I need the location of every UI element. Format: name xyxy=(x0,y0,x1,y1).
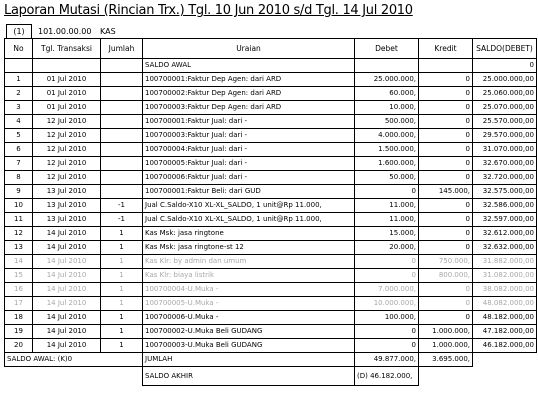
row-description: 100700001:Faktur Dep Agen: dari ARD xyxy=(143,73,355,87)
row-qty xyxy=(101,185,143,199)
row-date: 14 Jul 2010 xyxy=(33,255,101,269)
header-date: Tgl. Transaksi xyxy=(33,39,101,59)
row-date: 12 Jul 2010 xyxy=(33,157,101,171)
total-kredit: 3.695.000, xyxy=(419,353,473,367)
opening-saldo: 0 xyxy=(473,59,537,73)
account-info xyxy=(4,24,174,39)
header-saldo: SALDO(DEBET) xyxy=(473,39,537,59)
row-qty: -1 xyxy=(101,199,143,213)
row-qty xyxy=(101,87,143,101)
row-debet: 4.000.000, xyxy=(355,129,419,143)
row-debet: 500.000, xyxy=(355,115,419,129)
row-no: 3 xyxy=(5,101,33,115)
row-description: 100700002:Faktur Dep Agen: dari ARD xyxy=(143,87,355,101)
row-kredit: 0 xyxy=(419,143,473,157)
row-saldo: 25.570.000,00 xyxy=(473,115,537,129)
table-row xyxy=(5,241,537,255)
row-date: 14 Jul 2010 xyxy=(33,241,101,255)
row-qty xyxy=(101,101,143,115)
row-description: Jual C.Saldo-X10 XL-XL_SALDO, 1 unit@Rp 11.000, xyxy=(143,213,355,227)
total-row xyxy=(5,353,537,367)
row-qty xyxy=(101,171,143,185)
table-row xyxy=(5,101,537,115)
row-description: Kas Klr: by admin dan umum xyxy=(143,255,355,269)
row-qty xyxy=(101,143,143,157)
table-row xyxy=(5,143,537,157)
row-no: 7 xyxy=(5,157,33,171)
row-saldo: 31.070.000,00 xyxy=(473,143,537,157)
row-description: 100700006-U.Muka - xyxy=(143,311,355,325)
row-debet: 0 xyxy=(355,339,419,353)
table-row xyxy=(5,171,537,185)
row-date: 12 Jul 2010 xyxy=(33,115,101,129)
row-saldo: 25.060.000,00 xyxy=(473,87,537,101)
row-kredit: 0 xyxy=(419,157,473,171)
row-kredit: 0 xyxy=(419,73,473,87)
account-number: 101.00.00.00 xyxy=(38,27,92,36)
row-kredit: 0 xyxy=(419,213,473,227)
row-saldo: 32.670.000,00 xyxy=(473,157,537,171)
closing-row xyxy=(5,367,537,386)
row-no: 12 xyxy=(5,227,33,241)
row-date: 14 Jul 2010 xyxy=(33,311,101,325)
row-date: 14 Jul 2010 xyxy=(33,269,101,283)
row-kredit: 0 xyxy=(419,115,473,129)
row-debet: 10.000.000, xyxy=(355,297,419,311)
row-kredit: 0 xyxy=(419,171,473,185)
row-saldo: 47.182.000,00 xyxy=(473,325,537,339)
row-no: 18 xyxy=(5,311,33,325)
row-no: 14 xyxy=(5,255,33,269)
closing-label: SALDO AKHIR xyxy=(143,367,355,386)
row-date: 14 Jul 2010 xyxy=(33,339,101,353)
row-date: 01 Jul 2010 xyxy=(33,73,101,87)
row-description: 100700005:Faktur Jual: dari - xyxy=(143,157,355,171)
row-saldo: 32.632.000,00 xyxy=(473,241,537,255)
row-no: 5 xyxy=(5,129,33,143)
row-kredit: 0 xyxy=(419,87,473,101)
row-saldo: 29.570.000,00 xyxy=(473,129,537,143)
row-debet: 10.000, xyxy=(355,101,419,115)
table-row xyxy=(5,185,537,199)
row-qty: 1 xyxy=(101,339,143,353)
row-no: 19 xyxy=(5,325,33,339)
row-debet: 0 xyxy=(355,325,419,339)
row-debet: 7.000.000, xyxy=(355,283,419,297)
row-description: 100700006:Faktur Jual: dari - xyxy=(143,171,355,185)
row-no: 4 xyxy=(5,115,33,129)
row-no: 15 xyxy=(5,269,33,283)
row-no: 1 xyxy=(5,73,33,87)
table-row xyxy=(5,283,537,297)
row-saldo: 31.082.000,00 xyxy=(473,269,537,283)
header-kredit: Kredit xyxy=(419,39,473,59)
row-saldo: 32.597.000,00 xyxy=(473,213,537,227)
row-saldo: 31.882.000,00 xyxy=(473,255,537,269)
account-name: KAS xyxy=(100,27,116,36)
row-qty xyxy=(101,115,143,129)
row-saldo: 25.000.000,00 xyxy=(473,73,537,87)
row-debet: 0 xyxy=(355,269,419,283)
opening-balance-note: SALDO AWAL: (K)0 xyxy=(5,353,143,367)
row-description: Kas Msk: jasa ringtone xyxy=(143,227,355,241)
row-no: 16 xyxy=(5,283,33,297)
table-row xyxy=(5,213,537,227)
header-qty: Jumlah xyxy=(101,39,143,59)
row-debet: 60.000, xyxy=(355,87,419,101)
row-saldo: 46.182.000,00 xyxy=(473,339,537,353)
row-kredit: 0 xyxy=(419,199,473,213)
row-description: 100700004:Faktur Jual: dari - xyxy=(143,143,355,157)
row-no: 17 xyxy=(5,297,33,311)
table-row xyxy=(5,115,537,129)
row-qty: 1 xyxy=(101,311,143,325)
row-kredit: 800.000, xyxy=(419,269,473,283)
row-saldo: 38.082.000,00 xyxy=(473,283,537,297)
row-debet: 1.500.000, xyxy=(355,143,419,157)
row-qty: 1 xyxy=(101,241,143,255)
row-qty xyxy=(101,129,143,143)
row-debet: 25.000.000, xyxy=(355,73,419,87)
row-kredit: 0 xyxy=(419,129,473,143)
header-debet: Debet xyxy=(355,39,419,59)
mutation-table xyxy=(4,38,537,386)
row-date: 12 Jul 2010 xyxy=(33,143,101,157)
row-debet: 11.000, xyxy=(355,199,419,213)
table-row xyxy=(5,199,537,213)
row-no: 6 xyxy=(5,143,33,157)
row-date: 13 Jul 2010 xyxy=(33,199,101,213)
row-qty: 1 xyxy=(101,227,143,241)
row-saldo: 32.575.000,00 xyxy=(473,185,537,199)
row-kredit: 0 xyxy=(419,101,473,115)
opening-label: SALDO AWAL xyxy=(143,59,355,73)
row-kredit: 750.000, xyxy=(419,255,473,269)
row-debet: 20.000, xyxy=(355,241,419,255)
row-date: 12 Jul 2010 xyxy=(33,171,101,185)
row-description: Kas Klr: biaya listrik xyxy=(143,269,355,283)
row-qty: 1 xyxy=(101,297,143,311)
row-debet: 50.000, xyxy=(355,171,419,185)
row-no: 20 xyxy=(5,339,33,353)
table-row xyxy=(5,87,537,101)
row-qty: 1 xyxy=(101,283,143,297)
row-debet: 0 xyxy=(355,185,419,199)
row-saldo: 48.182.000,00 xyxy=(473,311,537,325)
report-title: Laporan Mutasi (Rincian Trx.) Tgl. 10 Jun 2010 s/d Tgl. 14 Jul 2010 xyxy=(4,3,413,18)
row-description: 100700001:Faktur Beli: dari GUD xyxy=(143,185,355,199)
table-row xyxy=(5,129,537,143)
row-saldo: 32.720.000,00 xyxy=(473,171,537,185)
row-description: 100700003-U.Muka Beli GUDANG xyxy=(143,339,355,353)
row-qty: -1 xyxy=(101,213,143,227)
row-kredit: 1.000.000, xyxy=(419,339,473,353)
closing-value: (D) 46.182.000, xyxy=(355,367,419,386)
row-description: 100700004-U.Muka - xyxy=(143,283,355,297)
row-description: Kas Msk: jasa ringtone-st 12 xyxy=(143,241,355,255)
row-date: 14 Jul 2010 xyxy=(33,227,101,241)
row-date: 13 Jul 2010 xyxy=(33,185,101,199)
row-description: 100700005-U.Muka - xyxy=(143,297,355,311)
row-description: 100700002-U.Muka Beli GUDANG xyxy=(143,325,355,339)
table-row xyxy=(5,269,537,283)
row-debet: 15.000, xyxy=(355,227,419,241)
row-qty xyxy=(101,157,143,171)
header-no: No xyxy=(5,39,33,59)
row-no: 10 xyxy=(5,199,33,213)
row-no: 11 xyxy=(5,213,33,227)
row-no: 13 xyxy=(5,241,33,255)
row-saldo: 48.082.000,00 xyxy=(473,297,537,311)
row-date: 01 Jul 2010 xyxy=(33,87,101,101)
row-date: 14 Jul 2010 xyxy=(33,325,101,339)
row-no: 2 xyxy=(5,87,33,101)
row-no: 8 xyxy=(5,171,33,185)
row-debet: 11.000, xyxy=(355,213,419,227)
row-debet: 0 xyxy=(355,255,419,269)
row-qty: 1 xyxy=(101,255,143,269)
row-description: 100700001:Faktur Jual: dari - xyxy=(143,115,355,129)
row-description: 100700003:Faktur Jual: dari - xyxy=(143,129,355,143)
row-saldo: 32.612.000,00 xyxy=(473,227,537,241)
table-row xyxy=(5,73,537,87)
row-kredit: 0 xyxy=(419,283,473,297)
table-row xyxy=(5,339,537,353)
row-date: 12 Jul 2010 xyxy=(33,129,101,143)
table-row xyxy=(5,311,537,325)
header-description: Uraian xyxy=(143,39,355,59)
row-debet: 1.600.000, xyxy=(355,157,419,171)
table-header xyxy=(5,39,537,59)
total-label: JUMLAH xyxy=(143,353,355,367)
row-description: Jual C.Saldo-X10 XL-XL_SALDO, 1 unit@Rp 11.000, xyxy=(143,199,355,213)
row-saldo: 32.586.000,00 xyxy=(473,199,537,213)
table-row xyxy=(5,227,537,241)
row-date: 14 Jul 2010 xyxy=(33,297,101,311)
row-debet: 100.000, xyxy=(355,311,419,325)
row-saldo: 25.070.000,00 xyxy=(473,101,537,115)
row-date: 01 Jul 2010 xyxy=(33,101,101,115)
table-row xyxy=(5,157,537,171)
row-qty xyxy=(101,73,143,87)
total-debet: 49.877.000, xyxy=(355,353,419,367)
row-kredit: 1.000.000, xyxy=(419,325,473,339)
account-code: (1) xyxy=(6,24,32,39)
row-kredit: 0 xyxy=(419,297,473,311)
row-date: 13 Jul 2010 xyxy=(33,213,101,227)
row-kredit: 0 xyxy=(419,227,473,241)
table-row xyxy=(5,325,537,339)
row-description: 100700003:Faktur Dep Agen: dari ARD xyxy=(143,101,355,115)
row-kredit: 0 xyxy=(419,311,473,325)
row-kredit: 145.000, xyxy=(419,185,473,199)
row-qty: 1 xyxy=(101,269,143,283)
table-row xyxy=(5,255,537,269)
row-kredit: 0 xyxy=(419,241,473,255)
table-row xyxy=(5,297,537,311)
row-no: 9 xyxy=(5,185,33,199)
row-qty: 1 xyxy=(101,325,143,339)
opening-row xyxy=(5,59,537,73)
row-date: 14 Jul 2010 xyxy=(33,283,101,297)
